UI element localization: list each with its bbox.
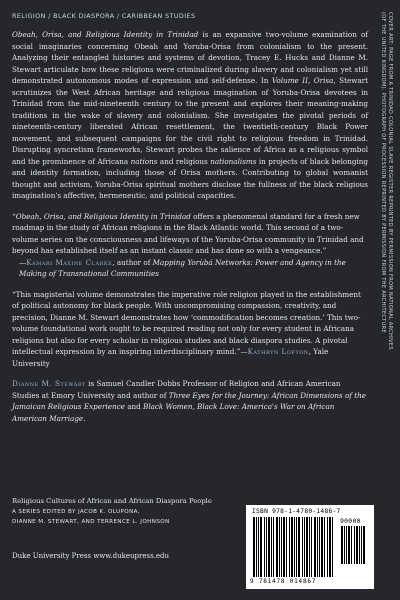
- author-bio-text: and: [124, 402, 144, 411]
- barcode-bar: [289, 517, 290, 577]
- series-editors: DIANNE M. STEWART, AND TERRENCE L. JOHNSON: [12, 519, 170, 525]
- quote-mark: “: [12, 211, 16, 221]
- endorsement-quote: [12, 289, 368, 370]
- barcode-bar: [286, 517, 287, 577]
- barcode-bar: [319, 517, 320, 577]
- isbn-text: ISBN 978-1-4780-1486-7: [252, 508, 341, 515]
- barcode-bar: [264, 517, 265, 577]
- author-name: Dianne M. Stewart: [12, 379, 86, 388]
- endorser-book: Mapping Yorùbá Networks: Power and Agency in the Making of Transnational Communities: [19, 257, 346, 278]
- barcode-bar: [256, 517, 257, 577]
- barcode-bar: [351, 526, 352, 564]
- main-text: [12, 29, 368, 424]
- barcode-bar: [283, 517, 285, 577]
- barcode-bar: [311, 517, 312, 577]
- subject-categories: RELIGION / BLACK DIASPORA / CARIBBEAN STUDIES: [12, 12, 196, 20]
- book-description: [12, 29, 368, 202]
- emphasis-term: nations: [130, 156, 158, 166]
- volume-title: Volume II, Orisa: [271, 76, 334, 85]
- barcode-bar: [346, 526, 347, 564]
- barcode-bar: [291, 517, 293, 577]
- barcode-bar: [317, 517, 318, 577]
- barcode-bar: [324, 517, 325, 577]
- barcode-bar: [327, 517, 328, 577]
- description-text: , Stewart scrutinizes the West African heritage and religious imagination of Yoruba-Orisa devotees in Trinidad from the mid-nineteenth century to the present and explores their meaning-making traditions in the wake of slavery and colonialism. She investigates the pivotal periods of nineteenth-century liberated African resettlement, the twentieth-century Black Power movement, and subsequent campaigns for the civil right to religious freedom in Trinidad. Disrupting syncretism frameworks, Stewart probes the salience of Africa as a religious symbol and the prominence of Africana: [12, 76, 368, 166]
- barcode-bar: [279, 517, 280, 577]
- quote-text: [12, 289, 368, 370]
- description-text: and religious: [157, 156, 211, 166]
- barcode-bar: [271, 517, 272, 577]
- quote-attribution: [12, 257, 368, 280]
- author-bio: [12, 378, 368, 424]
- attribution-text: , author of: [112, 257, 153, 267]
- cover-art-credit: [380, 12, 393, 572]
- barcode-bar: [359, 526, 360, 564]
- attribution-dash: —: [19, 257, 27, 267]
- barcode-bar: [258, 517, 259, 577]
- barcode-bar: [304, 517, 305, 577]
- book-title: Obeah, Orisa, and Religious Identity in Trinidad: [12, 30, 199, 39]
- endorser-affiliation: , Yale University: [12, 347, 329, 368]
- author-book-title: Three Eyes for the Journey: African Dimensions of the Jamaican Religious Experience: [12, 390, 366, 411]
- barcode-bar: [306, 517, 308, 577]
- description-text: is an expansive two-volume examination of social imaginaries concerning Obeah and Yoruba-Orisa from colonialism to the present. Analyzing their entangled histories and systems of devotion, Tracey E. Hucks and Dianne M. Stewart articulate how these religions were criminalized during slavery and colonialism yet still demonstrated autonomous modes of expression and self-defense. In: [12, 30, 368, 85]
- barcode-bar: [363, 526, 365, 564]
- credit-line: COVER ART: PAGE FROM A TRINIDAD COLONIAL SLAVE REGISTER REPRINTED BY PERMISSION FROM NATIONAL ARCHIVES: [387, 12, 393, 350]
- barcode-bar: [332, 517, 333, 577]
- barcode-bar: [321, 517, 323, 577]
- barcode-bar: [296, 517, 297, 577]
- barcode-bars: [252, 517, 336, 577]
- barcode-bar: [341, 526, 343, 564]
- barcode-bar: [302, 517, 303, 577]
- barcode-bar: [348, 526, 350, 564]
- barcode-bar: [298, 517, 300, 577]
- credit-line: (OF THE UNITED KINGDOM). PHOTOGRAPH OF PROCESSION REPRINTED BY PERMISSION FROM THE ARCHITECTURE: [380, 12, 387, 333]
- barcode-bar: [273, 517, 274, 577]
- endorsement-quote: [12, 211, 368, 280]
- quote-text: [12, 211, 368, 257]
- isbn-barcode: [246, 505, 374, 589]
- barcode-bar: [268, 517, 270, 577]
- barcode-bar: [356, 526, 358, 564]
- barcode-bar: [314, 517, 316, 577]
- description-text: in projects of black belonging and identity formation, including those of Orisa mothers. Contributing to global womanist thought and activism, Yoruba-Orisa spiritual mothers disclose the fullness of the black religious imagination's affective, hermeneutic, and political capacities.: [12, 156, 369, 200]
- price-barcode-bars: [340, 526, 368, 564]
- author-book-title: Black Women, Black Love: America's War on African American Marriage: [12, 402, 335, 423]
- endorser-name: Kathryn Lofton: [247, 347, 309, 356]
- barcode-bar: [329, 517, 331, 577]
- barcode-bar: [309, 517, 310, 577]
- barcode-bar: [276, 517, 278, 577]
- author-bio-text: .: [83, 413, 86, 423]
- barcode-number: 9 781478 014867: [250, 578, 317, 585]
- endorser-name: Kamari Maxine Clarke: [26, 257, 113, 267]
- attribution-dash: —: [240, 347, 248, 356]
- emphasis-term: nationalisms: [210, 156, 257, 166]
- quote-body: offers a phenomenal standard for a fresh new roadmap in the study of African religions in the Black Atlantic world. This second of a two-volume series on the consciousness and lifeways of the Yoruba-Orisa community in Trinidad and beyond has established itself as an instant classic and has done so with a vengeance.”: [12, 211, 364, 255]
- quoted-book-title: Obeah, Orisa, and Religious Identity in Trinidad: [15, 211, 191, 221]
- barcode-bar: [294, 517, 295, 577]
- barcode-bar: [253, 517, 255, 577]
- barcode-bar: [344, 526, 345, 564]
- series-title: Religious Cultures of African and African Diaspora People: [12, 497, 212, 505]
- barcode-bar: [354, 526, 355, 564]
- price-code: 90000: [340, 517, 361, 525]
- author-bio-text: is Samuel Candler Dobbs Professor of Religion and African American Studies at Emory University and author of: [12, 379, 341, 400]
- barcode-bar: [281, 517, 282, 577]
- barcode-bar: [361, 526, 362, 564]
- publisher-line: Duke University Press www.dukeupress.edu: [12, 552, 170, 560]
- barcode-bar: [266, 517, 267, 577]
- series-editors: A SERIES EDITED BY JACOB K. OLUPONA,: [12, 508, 141, 515]
- barcode-bar: [260, 517, 262, 577]
- quote-body: “This magisterial volume demonstrates the imperative role religion played in the establishment of political autonomy for black people. With uncompromising compassion, creativity, and precision, Dianne M. Stewart demonstrates how ‘commodification becomes creation.’ This two-volume foundational work ought to be required reading not only for every student in Africana religions but also for every scholar in religious studies and black diaspora studies. A pivotal intellectual expression by an inspiring interdisciplinary mind.”: [12, 289, 361, 356]
- series-info: [12, 496, 232, 528]
